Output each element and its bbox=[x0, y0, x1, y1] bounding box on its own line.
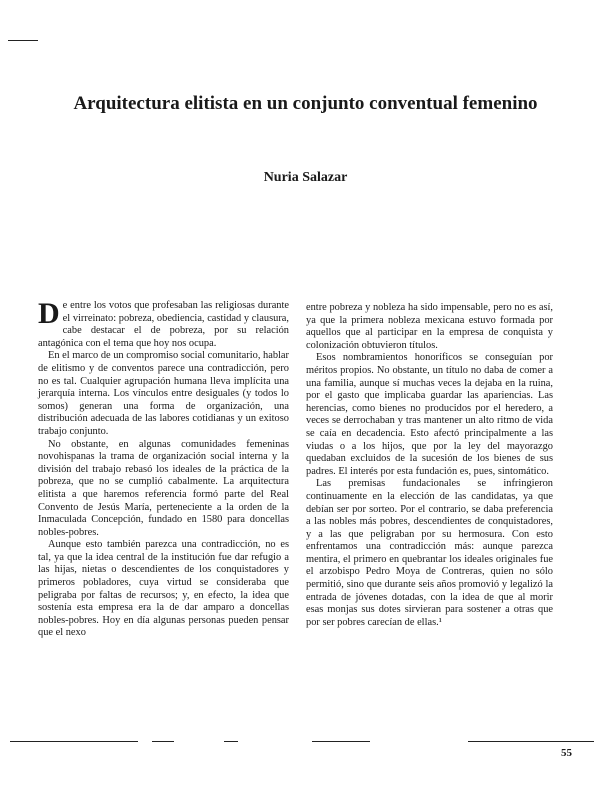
body-column-left bbox=[38, 297, 289, 640]
footer-rule-2 bbox=[152, 741, 174, 742]
paragraph: Aunque esto también parezca una contradicción, no es tal, ya que la idea central de la institución fue dar refugio a las hijas, nietas o descendientes de los conquistadores y primeros pobladores, cuya virtud se consideraba que peligraba por faltas de recursos; y, en efecto, la idea que sostenía esta empresa era la de dar amparo a doncellas nobles-pobres. Hoy en día algunas personas pueden pensar que el nexo bbox=[38, 539, 289, 639]
footer-rule-5 bbox=[468, 741, 594, 742]
top-left-rule bbox=[8, 40, 38, 41]
paragraph: De entre los votos que profesaban las religiosas durante el virreinato: pobreza, obediencia, castidad y clausura, cabe destacar el de pobreza, por su relación antagónica con el tema que hoy nos ocupa. bbox=[38, 297, 289, 349]
article-title: Arquitectura elitista en un conjunto conventual femenino bbox=[73, 93, 538, 114]
paragraph: Las premisas fundacionales se infringieron continuamente en la elección de las candidatas, ya que debían ser por sorteo. Por el contrario, se daba preferencia a las nobles más pobres, descendientes de conquistadores, y a las que peligraban por su hermosura. Con esto enfrentamos una contradicción más: aunque parezca mentira, el primero en quebrantar los ideales originales fue el arzobispo Pedro Moya de Contreras, quien no sólo permitió, sino que durante seis años promovió y legalizó la entrada de jóvenes dotadas, con la idea de que al morir esas monjas sus dotes sirvieran para sostener a otras que por ser pobres carecían de ellas.¹ bbox=[306, 478, 553, 628]
paragraph: No obstante, en algunas comunidades femeninas novohispanas la trama de organización social interna y la división del trabajo rebasó los ideales de la práctica de la pobreza, que no se cumplió cabalmente. La arquitectura elitista a que haremos referencia formó parte del Real Convento de Jesús María, perteneciente a la orden de la Inmaculada Concepción, fundado en 1580 para doncellas nobles-pobres. bbox=[38, 438, 289, 538]
paragraph: Esos nombramientos honoríficos se conseguían por méritos propios. No obstante, un título no daba de comer a una familia, aunque sí muchas veces la dejaba en la ruina, por el gasto que implicaba guardar las apariencias. Las herencias, como bienes no producidos por el heredero, a veces se derrochaban y tras mantener un alto ritmo de vida se caía en decadencia. Esto afectó principalmente a las viudas o a los hijos, que por la ley del mayorazgo quedaban excluidos de la sucesión de los bienes de sus padres. El interés por esta fundación es, pues, sintomático. bbox=[306, 352, 553, 477]
paragraph: entre pobreza y nobleza ha sido impensable, pero no es así, ya que la primera nobleza mexicana estuvo formada por aquellos que al participar en la empresa de conquista y colonización obtuvieron títulos. bbox=[306, 302, 553, 351]
body-column-right bbox=[306, 302, 553, 629]
drop-cap: D bbox=[38, 297, 60, 330]
footer-rule-1 bbox=[10, 741, 138, 742]
article-author: Nuria Salazar bbox=[263, 170, 348, 185]
page-number: 55 bbox=[561, 747, 572, 759]
footer-rule-3 bbox=[224, 741, 238, 742]
footer-rule-4 bbox=[312, 741, 370, 742]
paragraph: En el marco de un compromiso social comunitario, hablar de elitismo y de conventos parece una contradicción, pero no es tal. Cualquier agrupación humana lleva implícita una jerarquía interna. Los vínculos entre desiguales (y todos lo somos) generan una forma de organización, una distribución adecuada de las labores cotidianas y un exitoso trabajo conjunto. bbox=[38, 350, 289, 437]
